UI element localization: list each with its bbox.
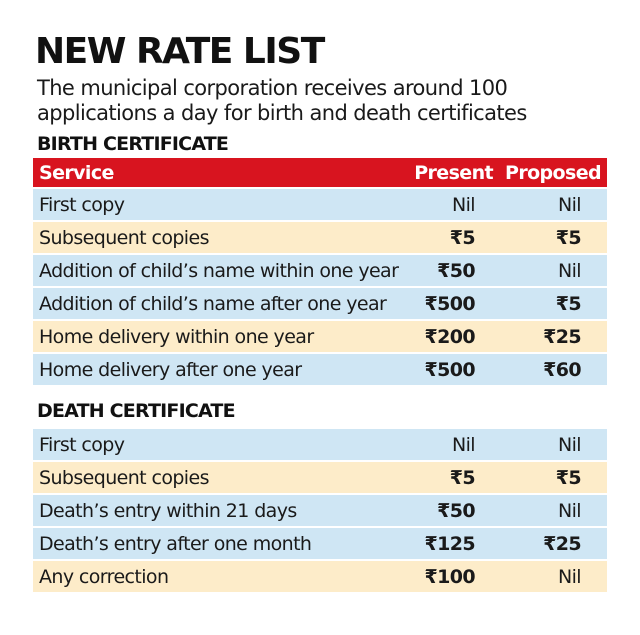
table-row: [33, 528, 607, 559]
death-certificate-heading: DEATH CERTIFICATE: [37, 400, 235, 422]
proposed-rate-cell: ₹25: [499, 321, 607, 352]
birth-certificate-table: [33, 156, 607, 387]
proposed-rate-cell: Nil: [499, 561, 607, 592]
birth-certificate-heading: BIRTH CERTIFICATE: [37, 133, 229, 155]
proposed-rate-cell: Nil: [499, 189, 607, 220]
present-rate-cell: ₹5: [395, 222, 499, 253]
service-cell: Addition of child’s name within one year: [33, 255, 395, 286]
proposed-rate-cell: ₹25: [499, 528, 607, 559]
table-row: [33, 288, 607, 319]
rate-list-graphic: [33, 30, 607, 594]
page-title: NEW RATE LIST: [35, 31, 324, 72]
column-header-service: Service: [33, 158, 395, 187]
table-row: [33, 321, 607, 352]
death-certificate-table: [33, 427, 607, 594]
service-cell: Addition of child’s name after one year: [33, 288, 395, 319]
service-cell: First copy: [33, 429, 395, 460]
proposed-rate-cell: Nil: [499, 495, 607, 526]
proposed-rate-cell: ₹60: [499, 354, 607, 385]
service-cell: Home delivery within one year: [33, 321, 395, 352]
service-cell: Home delivery after one year: [33, 354, 395, 385]
table-row: [33, 189, 607, 220]
service-cell: Death’s entry after one month: [33, 528, 395, 559]
page-subtitle: [37, 76, 607, 126]
proposed-rate-cell: ₹5: [499, 222, 607, 253]
present-rate-cell: ₹50: [395, 495, 499, 526]
present-rate-cell: Nil: [395, 189, 499, 220]
proposed-rate-cell: Nil: [499, 429, 607, 460]
table-row: [33, 462, 607, 493]
service-cell: Any correction: [33, 561, 395, 592]
table-row: [33, 255, 607, 286]
present-rate-cell: Nil: [395, 429, 499, 460]
proposed-rate-cell: ₹5: [499, 462, 607, 493]
present-rate-cell: ₹500: [395, 288, 499, 319]
proposed-rate-cell: Nil: [499, 255, 607, 286]
table-row: [33, 495, 607, 526]
service-cell: Subsequent copies: [33, 462, 395, 493]
present-rate-cell: ₹5: [395, 462, 499, 493]
service-cell: Subsequent copies: [33, 222, 395, 253]
service-cell: First copy: [33, 189, 395, 220]
service-cell: Death’s entry within 21 days: [33, 495, 395, 526]
table-row: [33, 561, 607, 592]
table-row: [33, 429, 607, 460]
table-row: [33, 354, 607, 385]
subtitle-line-1: The municipal corporation receives around 100: [37, 76, 508, 100]
present-rate-cell: ₹500: [395, 354, 499, 385]
present-rate-cell: ₹100: [395, 561, 499, 592]
proposed-rate-cell: ₹5: [499, 288, 607, 319]
present-rate-cell: ₹50: [395, 255, 499, 286]
present-rate-cell: ₹200: [395, 321, 499, 352]
present-rate-cell: ₹125: [395, 528, 499, 559]
table-header-row: [33, 158, 607, 187]
subtitle-line-2: applications a day for birth and death certificates: [37, 101, 527, 125]
table-row: [33, 222, 607, 253]
column-header-present: Present: [395, 158, 499, 187]
column-header-proposed: Proposed: [499, 158, 607, 187]
